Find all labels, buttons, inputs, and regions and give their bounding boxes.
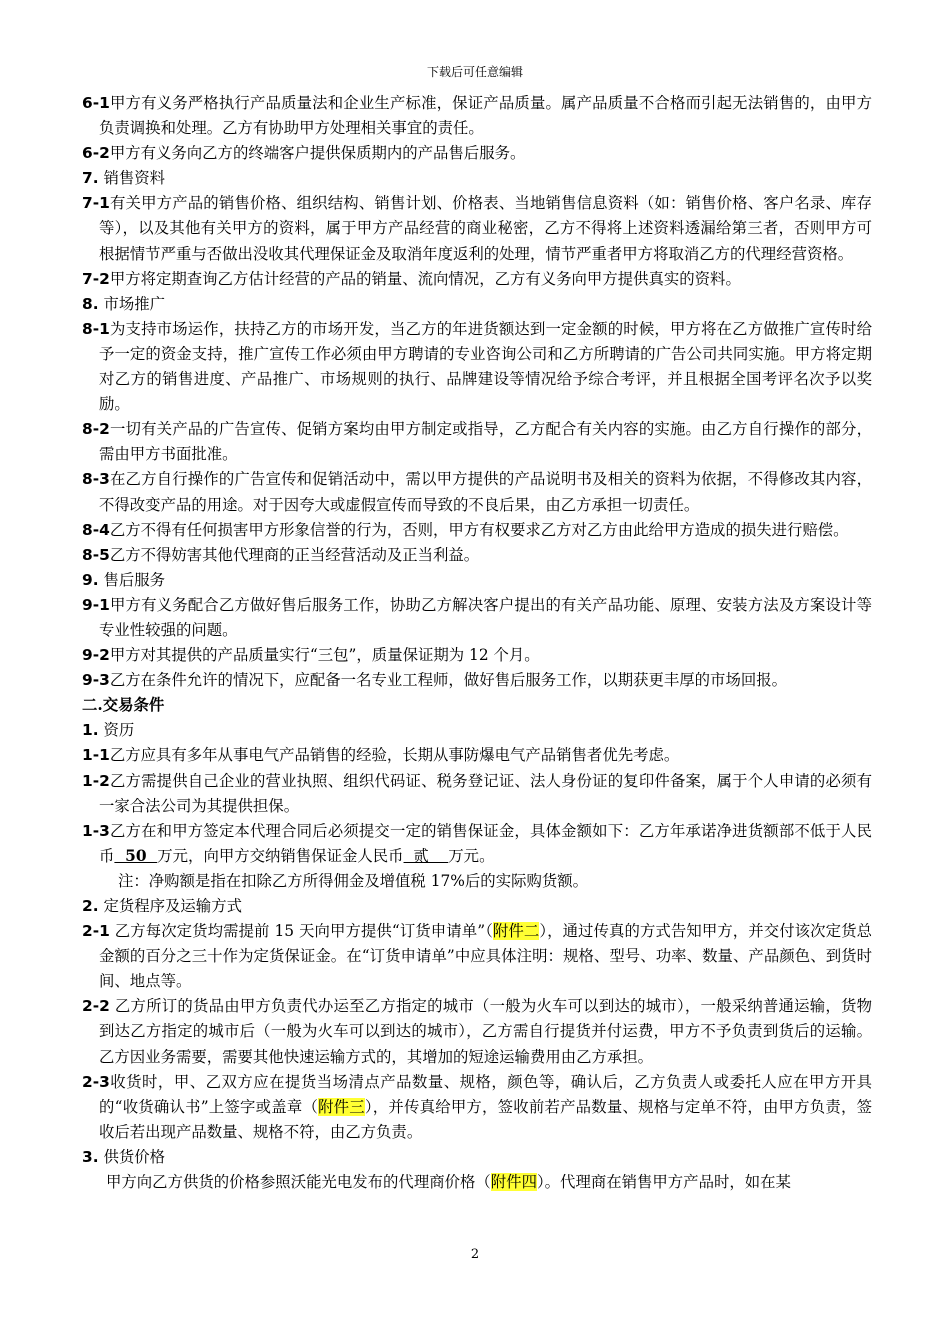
heading-text: 售后服务 [98,570,166,589]
clause-6-2 [82,141,872,166]
clause-text: 为支持市场运作，扶持乙方的市场开发，当乙方的年进货额达到一定金额的时候，甲方将在乙方做推广宣传时给予一定的资金支持，推广宣传工作必须由甲方聘请的专业咨询公司和乙方所聘请的广告公司共同实施。甲方将定期对乙方的销售进度、产品推广、市场规则的执行、品牌建设等情况给予综合考评，并且根据全国考评名次予以奖励。 [99,319,872,414]
clause-2-3 [82,1070,872,1145]
heading-text: 定货程序及运输方式 [98,897,242,915]
heading-number: 7. [82,169,99,188]
clause-text: 乙方在条件允许的情况下，应配备一名专业工程师，做好售后服务工作，以期获更丰厚的市场回报。 [109,671,788,690]
clause-text: 甲方有义务配合乙方做好售后服务工作，协助乙方解决客户提出的有关产品功能、原理、安装方法及方案设计等专业性较强的问题。 [99,595,872,639]
clause-number: 6-2 [82,144,110,163]
clause-number: 9-3 [82,671,110,690]
clause-number: 1-1 [82,746,110,765]
clause-number: 9-1 [82,595,110,614]
clause-text: 收货时，甲、乙双方应在提货当场清点产品数量、规格，颜色等，确认后，乙方负责人或委托人应在甲方开具的“收货确认书”上签字或盖章（ [99,1072,872,1116]
heading-number: 3. [82,1147,99,1166]
heading-number: 1. [82,721,99,740]
amount-field: 50 [114,846,158,865]
clause-text: 万元，向甲方交纳销售保证金人民币 [157,846,404,865]
clause-9-1 [82,593,872,643]
heading-text: 市场推广 [98,294,166,313]
clause-1-3 [82,819,872,869]
page-header: 下载后可任意编辑 [426,65,523,79]
clause-number: 7-1 [82,194,110,213]
attachment-highlight: 附件二 [492,922,540,941]
clause-text: 甲方将定期查询乙方估计经营的产品的销量、流向情况，乙方有义务向甲方提供真实的资料。 [109,269,741,288]
clause-text: 甲方有义务严格执行产品质量法和企业生产标准，保证产品质量。属产品质量不合格而引起无法销售的，由甲方负责调换和处理。乙方有协助甲方处理相关事宜的责任。 [99,94,872,138]
page-number: 2 [470,1247,480,1262]
clause-2-2 [82,994,872,1069]
clause-number: 1-2 [82,771,110,790]
clause-text: 乙方每次定货均需提前 15 天向甲方提供“订货申请单”（ [109,922,493,941]
clause-6-1 [82,91,872,141]
clause-number: 7-2 [82,269,110,288]
heading-number: 9. [82,570,99,589]
clause-text: 乙方不得妨害其他代理商的正当经营活动及正当利益。 [109,545,480,564]
clause-text: 乙方应具有多年从事电气产品销售的经验，长期从事防爆电气产品销售者优先考虑。 [109,746,680,765]
clause-text: ）。代理商在销售甲方产品时，如在某 [536,1173,791,1192]
clause-number: 8-1 [82,319,110,338]
heading-text: 供货价格 [98,1147,166,1166]
document-body [82,91,872,1195]
clause-text: 甲方向乙方供货的价格参照沃能光电发布的代理商价格（ [106,1173,491,1192]
clause-8-4 [82,518,872,543]
clause-text: 在乙方自行操作的广告宣传和促销活动中，需以甲方提供的产品说明书及相关的资料为依据，不得修改其内容，不得改变产品的用途。对于因夸大或虚假宣传而导致的不良后果，由乙方承担一切责任。 [99,470,872,514]
clause-7-2 [82,267,872,292]
heading-text: 资历 [98,721,135,740]
clause-number: 8-3 [82,470,110,489]
note: 注：净购额是指在扣除乙方所得佣金及增值税 17%后的实际购货额。 [118,871,589,890]
clause-number: 8-2 [82,420,110,439]
clause-text: 乙方在和甲方签定本代理合同后必须提交一定的销售保证金，具体金额如下：乙方年承诺净进货额部不低于人民币 [99,821,872,865]
clause-text: 甲方对其提供的产品质量实行“三包”，质量保证期为 12 个月。 [109,646,540,665]
clause-1-2 [82,769,872,819]
heading-3 [82,1145,872,1170]
deposit-field: 贰 [403,846,449,865]
attachment-highlight: 附件四 [490,1173,537,1192]
clause-text: 乙方需提供自己企业的营业执照、组织代码证、税务登记证、法人身份证的复印件备案，属于个人申请的必须有一家合法公司为其提供担保。 [99,771,872,815]
clause-text: 万元。 [448,846,495,865]
heading-7 [82,166,872,191]
clause-1-1 [82,743,872,768]
clause-number: 2-2 [82,997,110,1016]
clause-text: 一切有关产品的广告宣传、促销方案均由甲方制定或指导，乙方配合有关内容的实施。由乙方自行操作的部分，需由甲方书面批准。 [99,420,872,464]
heading-1 [82,718,872,743]
heading-number: 2. [82,897,99,915]
heading-8 [82,292,872,317]
clause-9-3 [82,668,872,693]
clause-number: 2-3 [82,1072,110,1091]
section-title: 二.交易条件 [82,696,165,715]
clause-text: ），并传真给甲方，签收前若产品数量、规格与定单不符，由甲方负责，签收后若出现产品数量、规格不符，由乙方负责。 [99,1097,872,1141]
heading-9 [82,568,872,593]
attachment-highlight: 附件三 [318,1097,365,1116]
clause-9-2 [82,643,872,668]
clause-8-1 [82,317,872,417]
clause-text: 甲方有义务向乙方的终端客户提供保质期内的产品售后服务。 [109,144,526,163]
clause-8-2 [82,417,872,467]
clause-number: 2-1 [82,922,110,941]
heading-2 [82,894,872,919]
heading-text: 销售资料 [98,169,166,188]
clause-8-5 [82,543,872,568]
clause-number: 8-5 [82,545,110,564]
clause-3-body [82,1170,872,1195]
clause-number: 9-2 [82,646,110,665]
clause-text: 乙方不得有任何损害甲方形象信誉的行为，否则，甲方有权要求乙方对乙方由此给甲方造成的损失进行赔偿。 [109,520,849,539]
clause-text: ），通过传真的方式告知甲方，并交付该次定货总金额的百分之三十作为定货保证金。在“订货申请单”中应具体注明：规格、型号、功率、数量、产品颜色、到货时间、地点等。 [99,922,872,991]
clause-8-3 [82,467,872,517]
clause-7-1 [82,191,872,266]
clause-number: 1-3 [82,821,110,840]
clause-number: 6-1 [82,94,110,112]
clause-number: 8-4 [82,520,110,539]
clause-text: 乙方所订的货品由甲方负责代办运至乙方指定的城市（一般为火车可以到达的城市），一般采纳普通运输，货物到达乙方指定的城市后（一般为火车可以到达的城市），乙方需自行提货并付运费，甲方不予负责到货后的运输。乙方因业务需要，需要其他快速运输方式的，其增加的短途运输费用由乙方承担。 [99,997,872,1066]
heading-number: 8. [82,294,99,313]
clause-text: 有关甲方产品的销售价格、组织结构、销售计划、价格表、当地销售信息资料（如：销售价格、客户名录、库存等），以及其他有关甲方的资料，属于甲方产品经营的商业秘密，乙方不得将上述资料透漏给第三者，否则甲方可根据情节严重与否做出没收其代理保证金及取消年度返利的处理，情节严重者甲方将取消乙方的代理经营资格。 [99,194,872,263]
clause-2-1 [82,919,872,994]
